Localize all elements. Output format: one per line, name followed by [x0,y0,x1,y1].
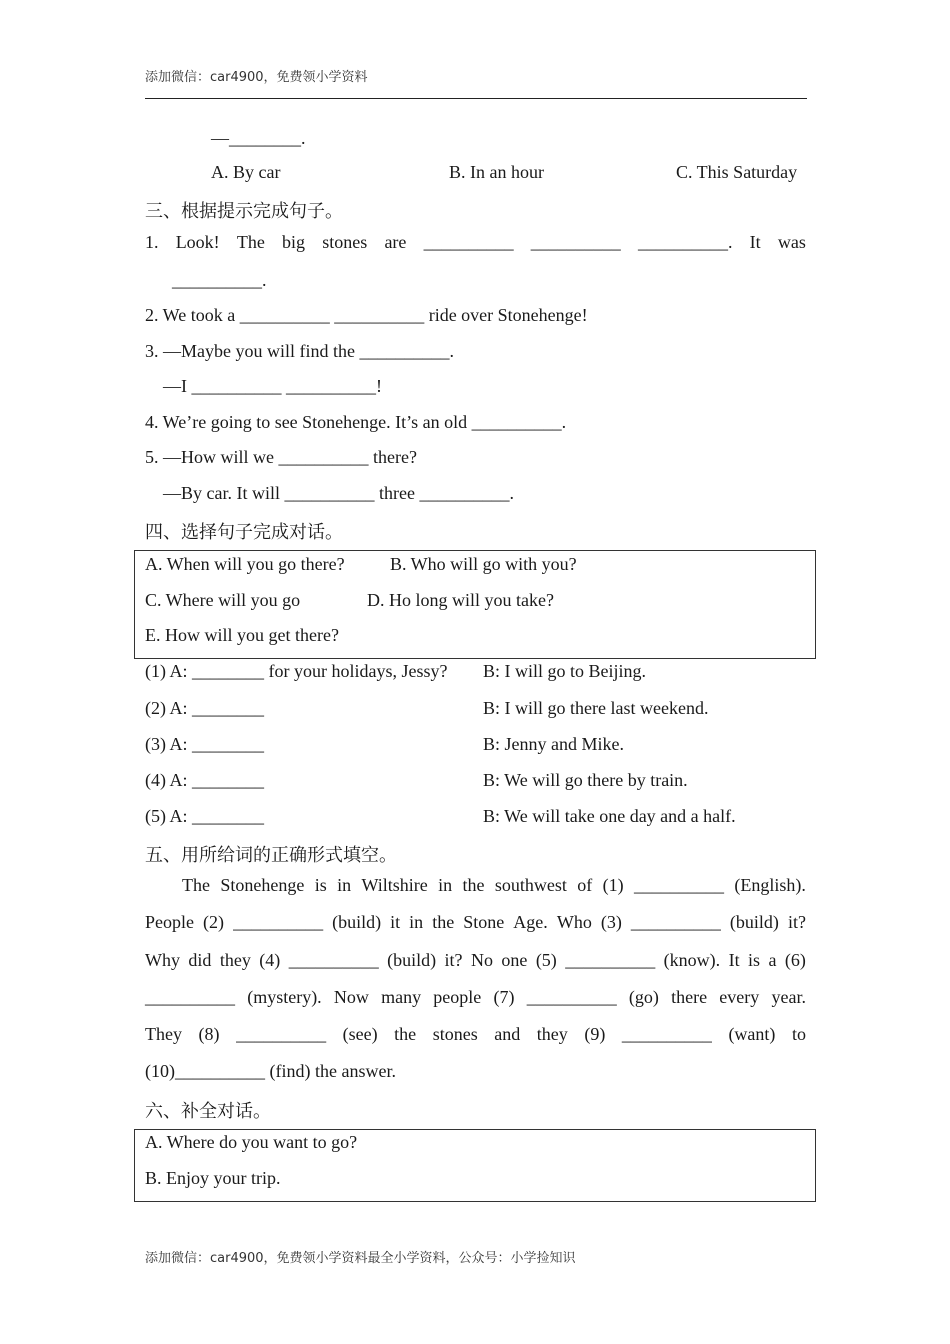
word: No [470,950,493,970]
passage-line-6: (10)__________ (find) the answer. [145,1061,396,1081]
blank: __________ [621,1024,712,1044]
dialogue-row-5-a: (5) A: ________ [145,806,264,826]
word: it [390,912,401,932]
section4-option-b: B. Who will go with you? [390,554,577,574]
blank: __________ [236,1024,327,1044]
section3-q5a: 5. —How will we __________ there? [145,447,417,467]
word: People [145,912,194,932]
word: one [501,950,528,970]
word: The [236,232,265,252]
option-b: B. In an hour [449,162,544,182]
word: was [777,232,806,252]
word: (1) [602,875,624,895]
word: it? [444,950,463,970]
word: every [719,987,760,1007]
section3-q3a: 3. —Maybe you will find the __________. [145,341,454,361]
word: is [748,950,761,970]
word: It [728,950,740,970]
blank: __________ [630,912,721,932]
word: is [314,875,327,895]
option-a: A. By car [211,162,281,182]
word: stones [322,232,368,252]
section6-option-b: B. Enjoy your trip. [145,1168,281,1188]
section3-q1-continued: __________. [172,270,267,290]
word: Wiltshire [361,875,428,895]
word: Age. [513,912,548,932]
section6-option-a: A. Where do you want to go? [145,1132,358,1152]
dialogue-row-4-b: B: We will go there by train. [483,770,688,790]
word: (see) [342,1024,378,1044]
section4-option-e: E. How will you get there? [145,625,339,645]
word: a [768,950,777,970]
word: (build) [387,950,437,970]
word: Stonehenge [220,875,305,895]
word: (build) [729,912,779,932]
word: (9) [584,1024,606,1044]
word: southwest [494,875,567,895]
passage-line-5 [145,1024,806,1045]
dialogue-row-2-b: B: I will go there last weekend. [483,698,709,718]
word: in [337,875,352,895]
header-divider [145,98,807,99]
word: it? [787,912,806,932]
word: to [791,1024,806,1044]
word: (know). [663,950,721,970]
section3-q5b: —By car. It will __________ three __________. [163,483,514,503]
dialogue-row-3-b: B: Jenny and Mike. [483,734,624,754]
word: Now [333,987,369,1007]
word: of [577,875,593,895]
word: people [433,987,482,1007]
dialogue-row-5-b: B: We will take one day and a half. [483,806,736,826]
word: (mystery). [247,987,322,1007]
word: in [409,912,424,932]
dialogue-row-4-a: (4) A: ________ [145,770,264,790]
word: the [462,875,485,895]
word: they [219,950,251,970]
word: (3) [600,912,622,932]
word: (6) [784,950,806,970]
passage-line-1 [182,875,806,896]
word: It [749,232,761,252]
word: (7) [493,987,515,1007]
blank: __________ [634,875,725,895]
section6-title: 六、补全对话。 [145,1101,271,1121]
word: (English). [734,875,806,895]
dialogue-row-1-a: (1) A: ________ for your holidays, Jessy? [145,661,448,681]
blank: __________ [530,232,621,252]
word: year. [771,987,806,1007]
word: many [381,987,422,1007]
section3-q4: 4. We’re going to see Stonehenge. It’s an old __________. [145,412,567,432]
answer-blank-line: —________. [211,128,306,148]
blank: __________ [565,950,656,970]
word: the [394,1024,417,1044]
word: (2) [203,912,225,932]
passage-line-3 [145,950,806,971]
blank: __________ [145,987,235,1007]
word: (4) [259,950,281,970]
passage-line-4 [145,987,806,1008]
word: 1. [145,232,159,252]
blank: __________ [233,912,324,932]
section4-option-c: C. Where will you go [145,590,301,610]
word: are [384,232,407,252]
word: (8) [198,1024,220,1044]
page-header: 添加微信：car4900，免费领小学资料 [145,70,368,85]
dialogue-row-3-a: (3) A: ________ [145,734,264,754]
word: stones [432,1024,478,1044]
word: they [536,1024,568,1044]
dialogue-row-2-a: (2) A: ________ [145,698,264,718]
passage-line-2 [145,912,806,933]
word: (go) [628,987,659,1007]
blank: __________ [288,950,379,970]
word: The [182,875,210,895]
word: Look! [175,232,220,252]
word: big [282,232,306,252]
word: Who [556,912,592,932]
word: They [145,1024,182,1044]
word: in [438,875,453,895]
word: Why [145,950,180,970]
dialogue-row-1-b: B: I will go to Beijing. [483,661,647,681]
word: Stone [463,912,505,932]
section3-q1 [145,232,806,253]
section4-title: 四、选择句子完成对话。 [145,522,343,542]
word: (5) [535,950,557,970]
option-c: C. This Saturday [676,162,798,182]
page-footer: 添加微信：car4900，免费领小学资料最全小学资料，公众号：小学捡知识 [145,1251,576,1266]
section3-q2: 2. We took a __________ __________ ride over Stonehenge! [145,305,588,325]
section3-title: 三、根据提示完成句子。 [145,201,343,221]
section3-q3b: —I __________ __________! [163,376,382,396]
word: (want) [728,1024,776,1044]
word: (build) [332,912,382,932]
blank: __________. [637,232,733,252]
word: and [494,1024,521,1044]
section4-option-d: D. Ho long will you take? [367,590,554,610]
blank: __________ [423,232,514,252]
word: did [188,950,212,970]
word: the [432,912,455,932]
blank: __________ [526,987,617,1007]
section5-title: 五、用所给词的正确形式填空。 [145,845,397,865]
word: there [671,987,708,1007]
section4-option-a: A. When will you go there? [145,554,345,574]
